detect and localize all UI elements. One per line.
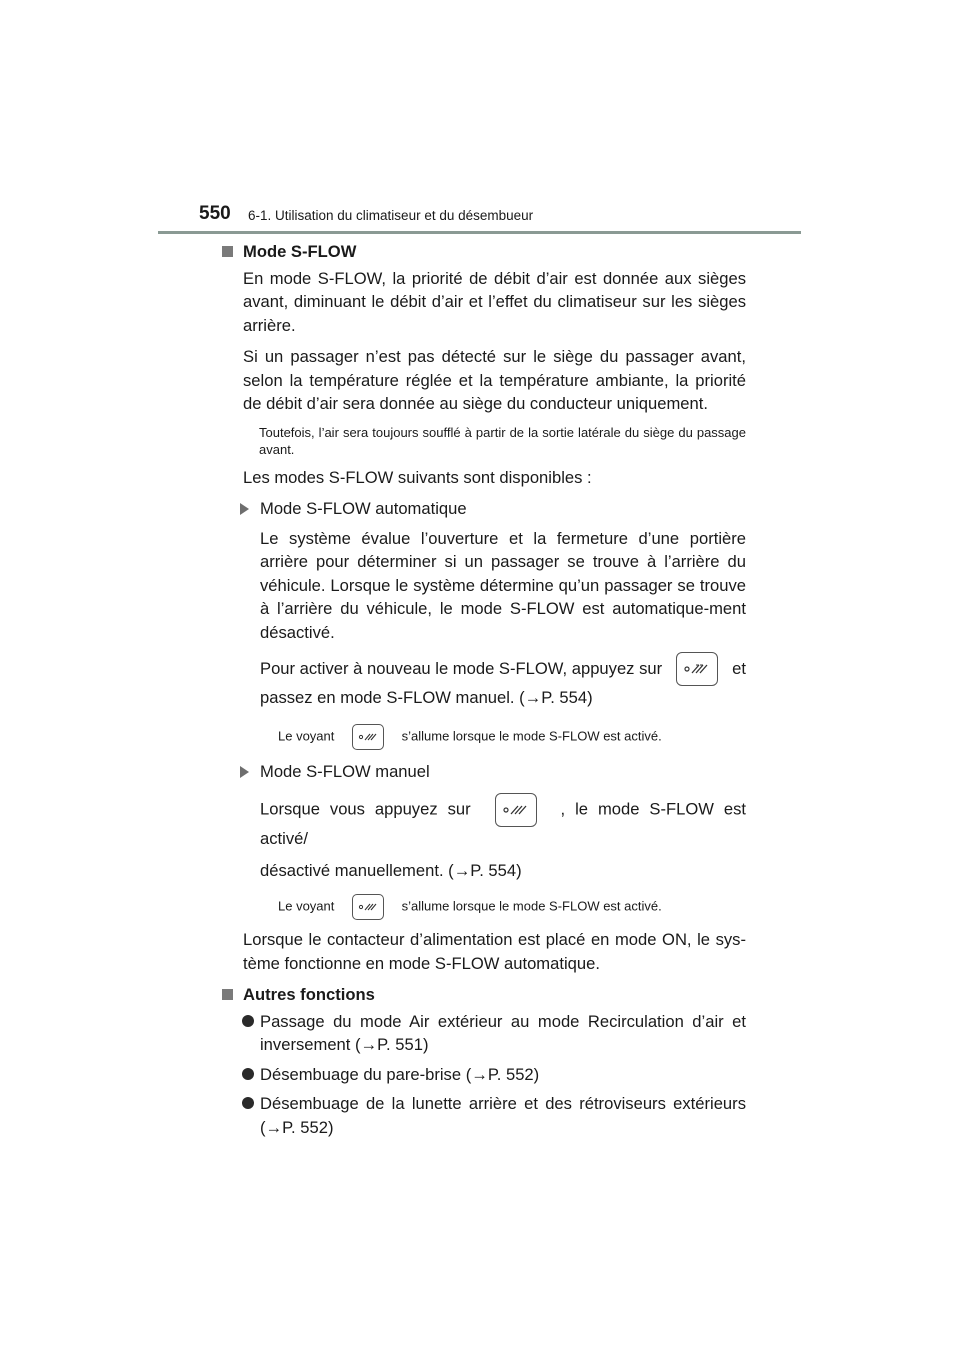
other-functions-heading xyxy=(222,983,746,1007)
auto-indicator-after: s’allume lorsque le mode S-FLOW est activé. xyxy=(401,727,662,743)
auto-indicator-before: Le voyant xyxy=(278,727,335,743)
dot-bullet-icon xyxy=(242,1097,254,1109)
manual-mode-press-line xyxy=(260,793,746,851)
manual-indicator-after: s’allume lorsque le mode S-FLOW est activé. xyxy=(401,898,662,914)
arrow-bullet-icon xyxy=(240,766,249,778)
manual-indicator-before: Le voyant xyxy=(278,898,335,914)
section-title: 6-1. Utilisation du climatiseur et du désembueur xyxy=(248,208,534,223)
manual-indicator-note xyxy=(278,894,746,920)
other-item xyxy=(260,1063,746,1087)
s-flow-indicator-icon xyxy=(352,894,384,920)
other-functions-heading-text: Autres fonctions xyxy=(243,985,375,1004)
manual-mode-title xyxy=(260,760,746,784)
dot-bullet-icon xyxy=(242,1068,254,1080)
s-flow-para-2: Si un passager n’est pas détecté sur le siège du passager avant, selon la température réglée et la température ambiante, la priorité de débit d’air sera donnée au siège du conducteur uniquement. xyxy=(243,347,746,413)
auto-press-after: et xyxy=(732,659,746,679)
other-item-text: Passage du mode Air extérieur au mode Recirculation d’air et inversement (→P. 551) xyxy=(260,1011,746,1054)
square-bullet-icon xyxy=(222,989,233,1000)
arrow-bullet-icon xyxy=(240,503,249,515)
s-flow-button-icon xyxy=(495,793,537,827)
s-flow-heading xyxy=(222,240,746,264)
square-bullet-icon xyxy=(222,246,233,257)
other-item xyxy=(260,1092,746,1139)
other-item xyxy=(260,1010,746,1057)
manual-mode-press-line-2: désactivé manuellement. (→P. 554) xyxy=(260,860,522,880)
auto-mode-desc: Le système évalue l’ouverture et la fermeture d’une portière arrière pour déterminer si un passager se trouve à l’arrière du véhicule. Lorsque le système détermine qu’un passager se trouve à l’arrière du véhicule, le mode S-FLOW est automatique-ment désactivé. xyxy=(260,528,746,642)
manual-mode-title-text: Mode S-FLOW manuel xyxy=(260,761,430,781)
s-flow-note: Toutefois, l’air sera toujours soufflé à partir de la sortie latérale du siège du passage avant. xyxy=(259,424,746,457)
page-number: 550 xyxy=(199,203,231,224)
manual-press-before: Lorsque vous appuyez sur xyxy=(260,799,471,819)
auto-indicator-note xyxy=(278,724,746,750)
auto-mode-title xyxy=(260,497,746,521)
manual-press-after: , le mode S-FLOW est activé/ xyxy=(260,799,747,848)
s-flow-button-icon xyxy=(676,652,718,686)
auto-mode-press-line xyxy=(260,652,746,686)
closing-para: Lorsque le contacteur d’alimentation est placé en mode ON, le sys-tème fonctionne en mode S-FLOW automatique. xyxy=(243,930,746,973)
s-flow-para-1: En mode S-FLOW, la priorité de débit d’air est donnée aux sièges avant, diminuant le débit d’air et l’effet du climatiseur sur les sièges arrière. xyxy=(243,268,746,335)
other-item-text: Désembuage du pare-brise (→P. 552) xyxy=(260,1064,540,1084)
modes-intro: Les modes S-FLOW suivants sont disponibles : xyxy=(243,467,592,487)
other-item-text: Désembuage de la lunette arrière et des rétroviseurs extérieurs (→P. 552) xyxy=(260,1094,746,1137)
main-content xyxy=(222,240,746,1145)
dot-bullet-icon xyxy=(242,1015,254,1027)
auto-mode-press-line-2: passez en mode S-FLOW manuel. (→P. 554) xyxy=(260,688,593,707)
s-flow-heading-text: Mode S-FLOW xyxy=(243,242,357,261)
s-flow-indicator-icon xyxy=(352,724,384,750)
header-rule xyxy=(158,231,801,234)
auto-press-before: Pour activer à nouveau le mode S-FLOW, appuyez sur xyxy=(260,659,663,679)
auto-mode-title-text: Mode S-FLOW automatique xyxy=(260,499,467,518)
